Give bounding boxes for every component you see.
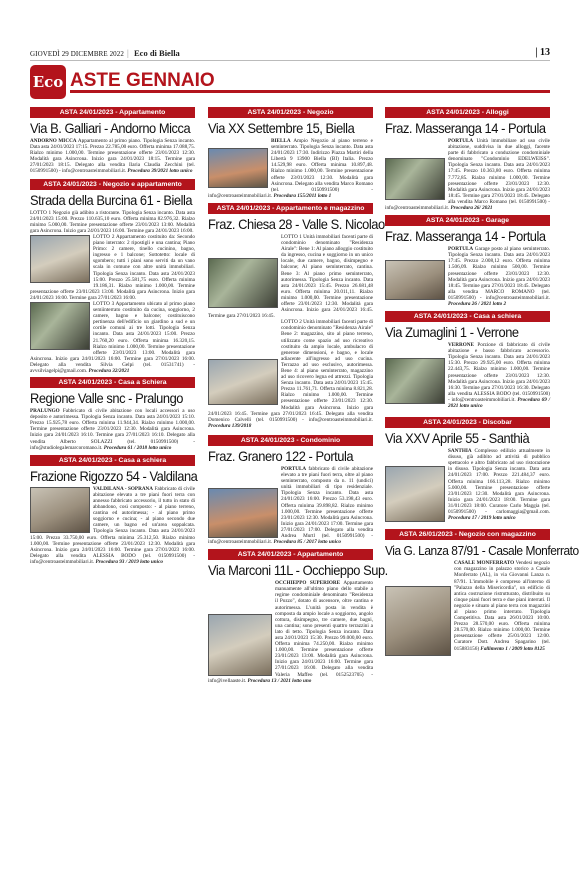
listing-text: Appartamento manuamente all'ultimo piano dello stabile a regime condominiale denominato "Residenza il Pozzo", dotato di ascensore, oltre cantina e autorimessa. L'unità posta in vendita è composta da ampio locale a soggiorno, angolo cottura, disimpegno, tre camere, due bagni, una cantina; sono presenti quattro terrazzini a lato di tetto. Tipologia Senza incanto. Data asta 24/01/2023 15:30. Prezzo 99.000,00 euro. Offerta minima 74.250,00. Rialzo minimo 1.000,00. Termine presentazione offerte 23/01/2023 13:00. Modalità gara Asincrona. Inizio gara 24/01/2023 16:00. Termine gara 27/01/2023 16:00. Delegato alla vendita Valeria Maffeo (tel. 0152523705) - info@ivellaaste.it. (208, 580, 374, 684)
listing-body (208, 234, 373, 429)
listing-category-bar: ASTA 24/01/2023 - Appartamento (30, 107, 195, 118)
listing-card (30, 455, 198, 565)
property-photo (208, 488, 278, 538)
lot-1-text: LOTTO 1 Unità immobiliari facenti parte di condominio denominato "Residenza Airale": Bene 1: Al piano alloggio costituito da ingresso, cucina e soggiorno in un unico locale, due camere, bagno, disimpegno e balcone; Al piano seminterrato, cantina. Bene 3: Al piano primo seminterrato, autorimessa. Tipologia Senza incanto. Data asta 24/01/2023 15:45. Prezzo 26.681,48 euro. Offerta minima 20.011,11. Rialzo minimo 1.000,00. Termine presentazione offerte 23/01/2023 12:30. Modalità gara Asincrona. Inizio gara 24/01/2023 16:45. Termine gara 27/01/2023 16:45. (208, 233, 373, 320)
listing-text: Fabbricato di civile abitazione elevato a tre piani fuori terra con annesso fabbricato accessorio, il tutto in stato di abbandono, così composto: - al piano terreno, cantina ed autorimessa; - al piano primo soggiorno e cucina; - al piano secondo due camere, un bagno ed un'area soppalcata. Tipologia Senza incanto. Data asta 24/01/2023 15:00. Prezzo 33.750,00 euro. Offerta minima 25.312,50. Rialzo minimo 1.000,00. Termine presentazione offerte 23/01/2023 12:30. Modalità gara Asincrona. Inizio gara 24/01/2023 16:00. Termine gara 27/01/2023 16:00. Delegato alla vendita ALESSIA BODO (tel. 0150991500) - info@centroasteimmobiliari.it. (30, 485, 195, 565)
listing-card (385, 417, 550, 521)
listing-title: Via XXV Aprile 55 - Santhià (385, 430, 530, 447)
listing-procedure: Procedura 155/2011 lotto 1 (272, 192, 332, 199)
listing-body (385, 138, 550, 211)
listing-card (208, 435, 373, 545)
listing-body (385, 246, 550, 307)
column-middle (208, 107, 388, 684)
listing-text: Garage posto al piano seminterrato. Tipologia Senza incanto. Data asta 24/01/2023 17:45. Prezzo 2.008,12 euro. Offerta minima 1.506,09. Rialzo minimo 500,00. Termine presentazione offerte 23/01/2023 12:30. Modalità gara Asincrona. Inizio gara 24/01/2023 18:45. Termine gara 27/01/2023 18:45. Delegato alla vendita MARCO ROMANO (tel. 0150991500) - info@centroasteimmobiliari.it. (448, 246, 550, 301)
listing-card (385, 107, 550, 211)
listing-procedure: Procedura 39/2021 lotto unico (126, 168, 193, 175)
listing-lead: PORTULA (281, 465, 307, 472)
listing-text: Fabbricato di civile abitazione con locali accessori a uso deposito e autorimessa. Tipologia Senza incanto. Data asta 24/01/2023 15:10. Prezzo 15.925,78 euro. Offerta minima 11.944,34. Rialzo minimo 1.000,00. Termine presentazione offerte 23/01/2023 12:30. Modalità gara Asincrona. Inizio gara 24/01/2023 16:10. Termine gara 27/01/2023 16:10. Delegato alla vendita Alberto SOLAZZI (tel. 0150991500) - info@studiolegalemarcoromano.it. (30, 408, 195, 451)
listing-title: Fraz. Masseranga 14 - Portula (385, 228, 546, 245)
listing-card (30, 377, 195, 451)
listing-category-bar: ASTA 24/01/2023 - Casa a schiera (30, 455, 195, 466)
section-title: ASTE GENNAIO (70, 69, 550, 93)
listing-title: Via B. Galliari - Andorno Micca (30, 120, 191, 136)
listing-title: Via XX Settembre 15, Biella (208, 120, 355, 136)
property-photo (385, 358, 445, 404)
listing-category-bar: ASTA 24/01/2023 - Casa a schiera (385, 311, 550, 322)
property-photo (385, 260, 445, 300)
page-number-value: 13 (540, 47, 550, 58)
listing-card (208, 107, 373, 199)
listing-body (385, 448, 550, 521)
listing-lead: VERRONE (448, 342, 474, 349)
listing-text: Appartamento al primo piano. Tipologia Senza incanto. Data asta 24/01/2023 17:15. Prezzo 22.785,00 euro. Offerta minima 17.088,75. Rialzo minimo 1.000,00. Termine presentazione offerte 23/01/2023 12:30. Modalità gara Asincrona. Inizio gara 24/01/2023 18:15. Termine gara 27/01/2023 18:15. Delegato alla vendita Ilaria Claudia Zecchini (tel. 0150991500) - info@centroasteimmobiliari.it. (30, 138, 195, 175)
listing-body (208, 138, 373, 199)
listing-title: Fraz. Chiesa 28 - Valle S. Nicolao (208, 215, 385, 232)
property-photo (208, 258, 278, 308)
listing-body (30, 138, 195, 175)
listing-title: Strada della Burcina 61 - Biella (30, 191, 193, 208)
listing-category-bar: ASTA 24/01/2023 - Condominio (208, 435, 373, 446)
listing-procedure: Procedura 93 / 2019 lotto unico (94, 558, 164, 565)
listing-lead: PORTULA (448, 246, 474, 253)
header-date: GIOVEDÌ 29 DICEMBRE 2022 (30, 50, 124, 58)
lot-3-text: LOTTO 3 Appartamento ubicato al primo piano semiinterrato costituito da cucina, soggiorno, 2 camere, bagno e balcone; costituiscono pertinenza dell'edificio un giardino a sud e un cortile comuni ai tre lotti. Tipologia Senza incanto. Data asta 24/01/2023 15:00. Prezzo 21.760,20 euro. Offerta minima 16.320,15. Rialzo minimo 1.000,00. Termine presentazione offerte 23/01/2023 13:00. Modalità gara Asincrona. Inizio gara 24/01/2023 16:00. Termine gara 27/01/2023 16:00. Delegato alla vendita Silvia Gelpi (tel. 01531741) - avvsilviagelpi@gmail.com. (30, 300, 195, 374)
listing-category-bar: ASTA 24/01/2023 - Appartamento e magazzino (208, 203, 373, 214)
listing-procedure: Procedura 139/2018 (208, 422, 252, 429)
listing-procedure: Procedura 26 / 2021 lotto 2 (448, 300, 507, 307)
property-photo (208, 148, 268, 188)
listing-body (30, 486, 195, 565)
listing-lead: VALDILANA - SOPRANA (93, 485, 154, 492)
listing-title: Via Marconi 11L - Occhieppo Sup. (208, 562, 388, 579)
listing-text: Porzione di fabbricato di civile abitazione e basso fabbricato accessorio. Tipologia Senza incanto. Data asta 24/01/2023 15:30. Prezzo 29.925,00 euro. Offerta minima 22.443,75. Rialzo minimo 1.000,00. Termine presentazione offerte 23/01/2023 12:30. Modalità gara Asincrona. Inizio gara 24/01/2023 16:30. Termine gara 27/01/2023 16:30. Delegato alla vendita ALESSIA BODO (tel. 0150991500) - info@centroasteimmobiliari.it. (448, 342, 550, 403)
listing-lead: CASALE MONFERRATO (454, 560, 515, 567)
listing-category-bar: ASTA 24/01/2023 - Discobar (385, 417, 550, 428)
listing-text: Complesso edilizio attualmente in disuso, già adibito ad attività di pubblico spettacolo e altro fabbricato ad uso ristorazione in disuso. Tipologia Senza incanto. Data asta 24/01/2023 17:00. Prezzo 221.484,37 euro. Offerta minima 166.113,28. Rialzo minimo 5.000,00. Termine presentazione offerte 23/01/2023 12:30. Modalità gara Asincrona. Inizio gara 24/01/2023 18:00. Termine gara 31/01/2023 18:00. Curatore Carlo Maggia (tel. 0150991500) - carlomaggia@gmail.com. (448, 448, 550, 516)
listing-card (208, 549, 388, 684)
section-banner (30, 65, 550, 101)
lot-2-text: LOTTO 2 Unità immobiliari facenti parte di condominio denominato "Residenza Airale" Bene 2: magazzino, sito al piano terreno, utilizzato come spazio ad uso ricreativo costituito da ampio locale, ambulacro di generose dimensioni, e bagno, e locale adiacente all'ingresso ad uso cucina. Terrazzo ad uso esclusivo, autorimessa. Bene 4: al piano seminterrato, magazzino ad uso ricovero legna ed attrezzi. Tipologia Senza incanto. Data asta 24/01/2023 15:45. Prezzo 11.761,71. Offerta minima 8.821,28. Rialzo minimo 1.000,00. Termine presentazione offerte 23/01/2023 12:30. Modalità gara Asincrona. Inizio gara 24/01/2023 16:45. Termine gara 27/01/2023 16:45. Delegato alla vendita Domenico Calvelli (tel. 0150991500) - info@centroasteimmobiliari.it. (208, 319, 373, 423)
listing-body (385, 560, 550, 651)
property-photo (385, 586, 451, 656)
lot-1-text: LOTTO 1 Negozio già adibito a ristorante. Tipologia Senza incanto. Data asta 24/01/2023 15:00. Prezzo 110.635,10 euro. Offerta minima 82.976,32. Rialzo minimo 5.000,00. Termine presentazione offerte 23/01/2023 13:00. Modalità gara Asincrona. Inizio gara 24/01/2023 16:00. Termine gara 24/01/2023 16:00. (30, 209, 195, 234)
property-photo (385, 158, 445, 200)
listing-procedure: Procedura 32/2021 (87, 368, 130, 374)
property-photo (208, 614, 272, 676)
header-publication: Eco di Biella (134, 48, 180, 58)
listing-lead: PRALUNGO (30, 408, 60, 415)
listing-procedure: Procedura 17 / 2019 lotto unico (448, 515, 516, 522)
listing-card (208, 203, 385, 429)
listing-procedure: Procedura 61 / 2018 lotto unico (102, 444, 172, 451)
property-photo (208, 359, 278, 405)
listing-body (208, 466, 373, 545)
lot-2-text: LOTTO 2 Appartamento costituito da: Secondo piano interrato: 2 ripostigli e una cantina; Piano Primo: 2 camere, tinello cucinino, bagno, ingresso e 1 balcone; Sottotetto: locale di sgombero; tutti i piani sono serviti da un vano scala in comune con altre unità immobiliari. Tipologia Senza incanto. Data asta 24/01/2023 15:00. Prezzo 25.581,75 euro. Offerta minima 19.186,31. Rialzo minimo 1.000,00. Termine presentazione offerte 23/01/2023 13:00. Modalità gara Asincrona. Inizio gara 24/01/2023 16:00. Termine gara 27/01/2023 16:00. (30, 233, 195, 301)
property-photo (30, 235, 90, 283)
listing-text: Ampio Negozio al piano terreno e seminterrato. Tipologia Senza incanto. Data asta 24/01/2023 17:30. Indirizzo Piazza Martiri della Libertà 9 13900 Biella (BI) Italia. Prezzo 14.529,98 euro. Offerta minima 10.897,48. Rialzo minimo 1.000,00. Termine presentazione offerte 23/01/2023 12:30. Modalità gara Asincrona. Delegato alla vendita Marco Romano (tel. 0150991500) - info@centroasteimmobiliari.it. (208, 138, 373, 199)
listing-category-bar: ASTA 24/01/2023 - Garage (385, 215, 550, 226)
listing-lead: OCCHIEPPO SUPERIORE (275, 580, 341, 587)
listing-title: Via G. Lanza 87/91 - Casale Monferrato (385, 543, 579, 559)
listing-body (385, 342, 550, 409)
listing-title: Frazione Rigozzo 54 - Valdilana (30, 467, 198, 484)
listing-body (30, 210, 195, 375)
column-left (30, 107, 198, 565)
listing-card (385, 311, 550, 409)
listing-title: Regione Valle snc - Pralungo (30, 390, 183, 407)
listing-text: fabbricato di civile abitazione elevato a tre piani fuori terra, oltre al piano seminterrato, composto da n. 11 (undici) unità immobiliari di tipo residenziale. Tipologia Senza incanto. Data asta 24/01/2023 16:00. Prezzo 53.198,43 euro. Offerta minima 39.898,82. Rialzo minimo 1.000,00. Termine presentazione offerte 23/01/2023 12:30. Modalità gara Asincrona. Inizio gara 24/01/2023 17:00. Termine gara 27/01/2023 17:00. Delegato alla vendita Andrea Murtl (tel. 0150991500) - info@centroasteimmobiliari.it. (208, 465, 373, 546)
listing-procedure: Fallimento 1 / 2009 lotto 8125 (479, 645, 545, 652)
column-right (385, 107, 579, 657)
listing-body (30, 408, 195, 451)
listing-category-bar: ASTA 24/01/2023 - Appartamento (208, 549, 373, 560)
listing-lead: ANDORNO MICCA (30, 138, 77, 144)
listing-category-bar: ASTA 24/01/2023 - Negozio e appartamento (30, 179, 195, 190)
listing-lead: SANTHIA (448, 448, 472, 455)
listing-procedure: Procedura 13 / 2021 lotto uno (246, 677, 312, 684)
listing-text: Unità immobiliare ad uso civile abitazione, suddivisa in due alloggi, facente parte di fabbricato a conduzione condominiale denominato "Condominio EDELWEISS". Tipologia Senza incanto. Data asta 24/01/2023 17:45. Prezzo 10.363,80 euro. Offerta minima 7.772,85. Rialzo minimo 1.000,00. Termine presentazione offerte 23/01/2023 12:30. Modalità gara Asincrona. Inizio gara 24/01/2023 18:45. Termine gara 27/01/2023 18:45. Delegato alla vendita Marco Romano (tel. 0150991500) - info@centroasteimmobiliari.it. (385, 138, 550, 212)
listing-text: Vendesi negozio con magazzino in palazzo storico a Casale Monferrato (AL), in via Giovanni Lanza n. 87/91. L'immobile è compreso all'interno di "Palazzo della Misericordia", un edificio di antica costruzione ristrutturato, distribuito su cinque piani fuori terra e due piani interrati. Il negozio e situato al piano terra con magazzini al piano primo interrato. Tipologia Competitiva. Data asta 26/01/2023 10:00. Prezzo 28.570,00 euro. Offerta minima 28.570,00. Rialzo minimo 1.000,00. Termine presentazione offerte 25/01/2023 12:00. Curatore Dott. Andrea Spagarino (tel. 015883156) (454, 560, 550, 652)
listing-category-bar: ASTA 24/01/2023 - Alloggi (385, 107, 550, 118)
listing-category-bar: ASTA 26/01/2023 - Negozio con magazzino (385, 529, 550, 540)
listing-card (30, 179, 195, 375)
listing-procedure: Procedura 69 / 2021 lotto unico (448, 396, 551, 409)
property-photo (385, 466, 445, 522)
property-photo (30, 487, 90, 533)
eco-logo: Eco (30, 65, 66, 99)
page-number: | 13 (535, 47, 550, 58)
listing-category-bar: ASTA 24/01/2023 - Casa a Schiera (30, 377, 195, 388)
listing-card (30, 107, 195, 175)
listing-title: Fraz. Masseranga 14 - Portula (385, 120, 546, 136)
header-separator: | (127, 48, 129, 58)
listing-title: Via Zumaglini 1 - Verrone (385, 324, 519, 341)
listing-procedure: Procedura 26/ 2021 (449, 205, 493, 212)
property-photo (30, 302, 90, 350)
listing-lead: BIELLA (271, 138, 291, 144)
listing-lead: PORTULA (448, 138, 474, 144)
page-header (30, 47, 550, 61)
listing-card (385, 215, 550, 307)
listing-title: Fraz. Granero 122 - Portula (208, 447, 354, 464)
listing-category-bar: ASTA 24/01/2023 - Negozio (208, 107, 373, 118)
listing-procedure: Procedura 85 / 2017 lotto unico (272, 539, 342, 546)
listing-body (208, 580, 373, 684)
listing-card (385, 529, 579, 652)
